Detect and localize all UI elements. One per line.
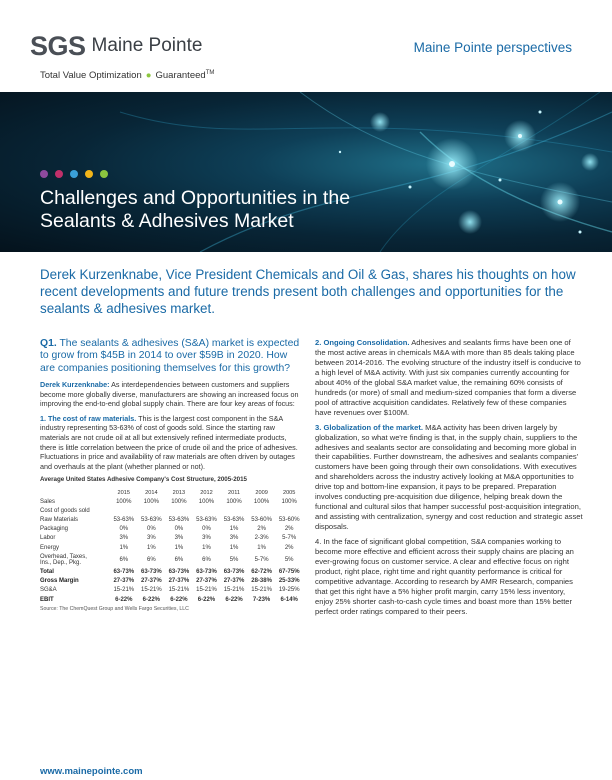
table-cell: 63-73% bbox=[223, 569, 245, 576]
table-body bbox=[40, 497, 303, 604]
table-row-label bbox=[40, 586, 110, 595]
table-row-label bbox=[40, 506, 110, 515]
table-cell: 1% bbox=[147, 544, 156, 551]
hero-banner bbox=[0, 92, 612, 252]
table-cell: 53-63% bbox=[113, 517, 135, 524]
table-cell: 1% bbox=[229, 544, 239, 551]
table-year-header: 2015 bbox=[117, 490, 130, 497]
table-row bbox=[40, 497, 303, 506]
table-cell: 6-22% bbox=[142, 596, 161, 603]
table-cell: 6% bbox=[147, 556, 156, 563]
table-cell bbox=[275, 506, 303, 515]
table-cell: 100% bbox=[226, 498, 242, 505]
table-row-label bbox=[40, 552, 110, 567]
table-cell: 27-37% bbox=[113, 578, 135, 585]
table-row bbox=[40, 525, 303, 534]
point-2 bbox=[315, 338, 583, 418]
table-row-label bbox=[40, 595, 110, 604]
table-cell: 1% bbox=[257, 544, 266, 551]
logo-sgs-text: SGS bbox=[30, 30, 86, 61]
point-2-text: Adhesives and sealants firms have been one of the most active areas in chemicals M&A with more than 85 deals taking place between 2014-2016. The evolving structure of the industry itself is conducive to a high level of M&A activity. With just six companies currently accounting for about 40% of the global S&A market value, the remaining 60% consists of hundreds (or more) of small and medium-sized companies that form a diverse pool of attractive acquisition candidates. Relatively few of these companies have revenues over $100M. bbox=[315, 338, 581, 417]
table-cell: 63-73% bbox=[141, 569, 162, 576]
website-link[interactable]: www.mainepointe.com bbox=[40, 766, 143, 777]
table-cell: 27-37% bbox=[141, 578, 162, 585]
table-cell: 6-22% bbox=[115, 596, 133, 603]
table-title: Average United States Adhesive Company's Cost Structure, 2005-2015 bbox=[40, 476, 247, 484]
point-4: 4. In the face of significant global competition, S&A companies working to become more effective and efficient across their supply chains are placing an ever-growing focus on customer service. A clear and effective focus on right product, right place, right time and right quantity performance is critical for competitive advantage. According to research by AMR Research, companies that get this right have a 5% higher profit margin, carry 15% less inventory, enjoy 25% shorter cash-to-cash cycle times and boast more than 15% better perfect order ratings compared to their peers. bbox=[315, 537, 574, 616]
table-row-label-text: Packaging bbox=[40, 526, 69, 533]
table-cell: 100% bbox=[198, 498, 215, 505]
table-cell: 27-37% bbox=[196, 578, 217, 585]
table-cell: 5-7% bbox=[282, 535, 297, 542]
table-cell: 15-21% bbox=[168, 587, 190, 594]
table-cell: 62-72% bbox=[251, 569, 272, 576]
table-cell: 6-14% bbox=[280, 596, 298, 603]
table-cell: 5-7% bbox=[254, 556, 269, 563]
table-year-header: 2009 bbox=[255, 490, 268, 497]
table-row bbox=[40, 516, 303, 525]
table-cell: 15-21% bbox=[113, 587, 135, 594]
answer-text: As interdependencies between customers and suppliers become more globally diverse, manufacturers are showing an increased focus on improving the end-to-end global supply chain. There are four key areas of focus: bbox=[40, 380, 299, 409]
table-year-header: 2005 bbox=[282, 490, 296, 497]
article-title-line2: Sealants & Adhesives Market bbox=[40, 210, 294, 232]
table-year-header: 2014 bbox=[145, 490, 158, 497]
table-cell: 53-63% bbox=[168, 517, 190, 524]
left-column bbox=[40, 338, 303, 612]
table-row-label-text: Energy bbox=[40, 544, 60, 551]
table-cell: 2% bbox=[284, 544, 294, 551]
table-row bbox=[40, 552, 303, 567]
table-row-label-text: SG&A bbox=[40, 587, 57, 594]
table-cell: 6-22% bbox=[170, 596, 188, 603]
table-cell: 53-63% bbox=[141, 517, 162, 524]
table-cell: 0% bbox=[202, 526, 211, 533]
table-row-label bbox=[40, 534, 110, 543]
table-cell: 0% bbox=[174, 526, 184, 533]
table-row-label bbox=[40, 567, 110, 576]
table-cell: 2% bbox=[257, 526, 266, 533]
table-cell: 25-33% bbox=[278, 578, 300, 585]
page-header bbox=[0, 0, 612, 92]
table-row-label-text: Overhead, Taxes, bbox=[40, 553, 87, 560]
table-cell: 100% bbox=[281, 498, 297, 505]
table-cell: 6% bbox=[119, 556, 129, 563]
question-1-label: Q1. bbox=[40, 338, 57, 349]
table-row-label-text: Total bbox=[40, 569, 54, 576]
table-cell: 19-25% bbox=[278, 587, 300, 594]
table-row bbox=[40, 586, 303, 595]
table-year-header: 2013 bbox=[172, 490, 186, 497]
table-row-label bbox=[40, 525, 110, 534]
table-row-label-text-2: Ins., Dep., Pkg. bbox=[40, 559, 82, 566]
question-1-text: The sealants & adhesives (S&A) market is expected to grow from $45B in 2014 to over $59B in 2020. How are companies positioning themselves for this growth? bbox=[40, 338, 300, 374]
color-dot-green-icon bbox=[100, 170, 108, 178]
table-cell: 100% bbox=[143, 498, 160, 505]
table-row bbox=[40, 567, 303, 576]
table-cell: 15-21% bbox=[196, 587, 217, 594]
table-cell: 1% bbox=[229, 526, 239, 533]
table-cell: 53-60% bbox=[251, 517, 272, 524]
color-dot-magenta-icon bbox=[55, 170, 63, 178]
table-row bbox=[40, 506, 303, 515]
table-cell: 53-63% bbox=[196, 517, 217, 524]
point-1-text: This is the largest cost component in the S&A industry representing 53-63% of cost of goods sold. Since the starting raw materials are not crude oil at all but extensively refined intermediate products, there is little correlation between the price of crude oil and the price of adhesives. Fluctuations in price and availability of raw materials are often driven by outages and overhauls at the plant (whether planned or not). bbox=[40, 413, 298, 471]
right-column bbox=[315, 338, 583, 622]
table-year-header: 2011 bbox=[228, 490, 241, 497]
point-1-title: 1. The cost of raw materials. bbox=[40, 413, 137, 423]
question-1 bbox=[40, 338, 303, 375]
table-cell: 1% bbox=[202, 544, 211, 551]
table-cell: 15-21% bbox=[141, 587, 162, 594]
table-cell: 53-60% bbox=[278, 517, 300, 524]
table-cell: 5% bbox=[284, 556, 294, 563]
article-title-line1: Challenges and Opportunities in the bbox=[40, 187, 351, 209]
table-cell: 1% bbox=[119, 544, 129, 551]
tagline-tm: TM bbox=[205, 70, 215, 76]
table-cell: 6-22% bbox=[197, 596, 216, 603]
table-header-row bbox=[40, 489, 303, 497]
tagline-left: Total Value Optimization bbox=[40, 70, 142, 82]
table-cell: 100% bbox=[253, 498, 270, 505]
table-cell: 2-3% bbox=[254, 535, 269, 542]
cost-structure-table bbox=[40, 489, 303, 604]
table-cell: 28-38% bbox=[251, 578, 272, 585]
table-cell bbox=[110, 506, 138, 515]
table-cell: 27-37% bbox=[168, 578, 190, 585]
table-row-label bbox=[40, 516, 110, 525]
table-year-header: 2012 bbox=[200, 490, 213, 497]
color-dot-yellow-icon bbox=[85, 170, 93, 178]
table-cell: 27-37% bbox=[223, 578, 245, 585]
table-row-label-text: Cost of goods sold bbox=[40, 507, 90, 514]
table-cell: 63-73% bbox=[196, 569, 217, 576]
table-cell bbox=[193, 506, 221, 515]
point-3 bbox=[315, 423, 583, 532]
article-title bbox=[40, 187, 350, 233]
table-cell: 15-21% bbox=[251, 587, 272, 594]
table-cell bbox=[248, 506, 276, 515]
table-cell: 100% bbox=[116, 498, 132, 505]
table-cell: 0% bbox=[147, 526, 156, 533]
color-dot-blue-icon bbox=[70, 170, 78, 178]
table-cell: 3% bbox=[229, 535, 239, 542]
table-row-label bbox=[40, 497, 110, 506]
table-cell bbox=[220, 506, 248, 515]
point-2-title: 2. Ongoing Consolidation. bbox=[315, 338, 410, 347]
table-cell: 100% bbox=[171, 498, 187, 505]
table-row-label-text: Gross Margin bbox=[40, 578, 79, 585]
table-row-label-text: Raw Materials bbox=[40, 517, 79, 524]
table-cell: 3% bbox=[174, 535, 184, 542]
point-1 bbox=[40, 414, 303, 471]
table-row-label-text: Labor bbox=[40, 535, 56, 542]
point-3-text: M&A activity has been driven largely by globalization, so what we're finding is that, in the supply chain, suppliers to the adhesives and sealants sector are consolidating and becoming more global in their capabilities. Further downstream, the adhesives and sealants companies' customers have been going through their own consolidations. With executives and shareholders across the industry actively looking at M&A opportunities to drive top and bottom-line expansion, it pays to be prepared. Preparation involves conducting pre-acquisition due diligence, helping break down the functional and cultural silos that hamper successful post-acquisition integration, and assisting with centralization, synergy and cost reduction and strategic asset disposals. bbox=[315, 422, 583, 532]
table-row bbox=[40, 595, 303, 604]
table-cell: 15-21% bbox=[223, 587, 245, 594]
table-header-empty bbox=[40, 489, 110, 497]
tagline bbox=[40, 70, 214, 81]
table-cell: 6% bbox=[202, 556, 211, 563]
point-3-title: 3. Globalization of the market. bbox=[315, 422, 424, 432]
table-cell: 2% bbox=[284, 526, 294, 533]
intro-paragraph: Derek Kurzenknabe, Vice President Chemicals and Oil & Gas, shares his thoughts on how recent developments and future trends present both challenges and opportunities for the sealants & adhesives market. bbox=[40, 267, 576, 316]
table-cell: 5% bbox=[229, 556, 239, 563]
table-row bbox=[40, 534, 303, 543]
table-row-label-text: Sales bbox=[40, 498, 56, 505]
table-source: Source: The ChemQuest Group and Wells Fargo Securities, LLC bbox=[40, 606, 189, 613]
table-cell: 63-73% bbox=[168, 569, 190, 576]
table-row-label bbox=[40, 577, 110, 586]
table-cell: 53-63% bbox=[223, 517, 245, 524]
table-cell: 3% bbox=[119, 535, 129, 542]
table-cell: 3% bbox=[202, 535, 211, 542]
table-cell: 3% bbox=[147, 535, 156, 542]
table-row bbox=[40, 577, 303, 586]
table-row-label-text: EBIT bbox=[40, 596, 54, 603]
table-cell: 0% bbox=[119, 526, 129, 533]
logo-brand-text: Maine Pointe bbox=[91, 35, 203, 56]
color-dots bbox=[40, 170, 108, 178]
answer-intro bbox=[40, 380, 303, 409]
tagline-dot-icon: ● bbox=[145, 70, 152, 82]
table-cell: 7-23% bbox=[252, 596, 271, 603]
table-cell: 63-73% bbox=[113, 569, 135, 576]
table-row-label bbox=[40, 543, 110, 552]
table-cell: 1% bbox=[174, 544, 184, 551]
answer-name: Derek Kurzenknabe: bbox=[40, 380, 110, 390]
table-cell: 6-22% bbox=[225, 596, 243, 603]
table-cell bbox=[165, 506, 193, 515]
sgs-maine-pointe-logo bbox=[30, 30, 202, 62]
table-cell bbox=[138, 506, 166, 515]
tagline-right: Guaranteed bbox=[155, 70, 206, 82]
table-cell: 67-75% bbox=[278, 569, 300, 576]
table-cell: 6% bbox=[174, 556, 184, 563]
color-dot-purple-icon bbox=[40, 170, 48, 178]
perspectives-title: Maine Pointe perspectives bbox=[413, 40, 572, 55]
table-row bbox=[40, 543, 303, 552]
